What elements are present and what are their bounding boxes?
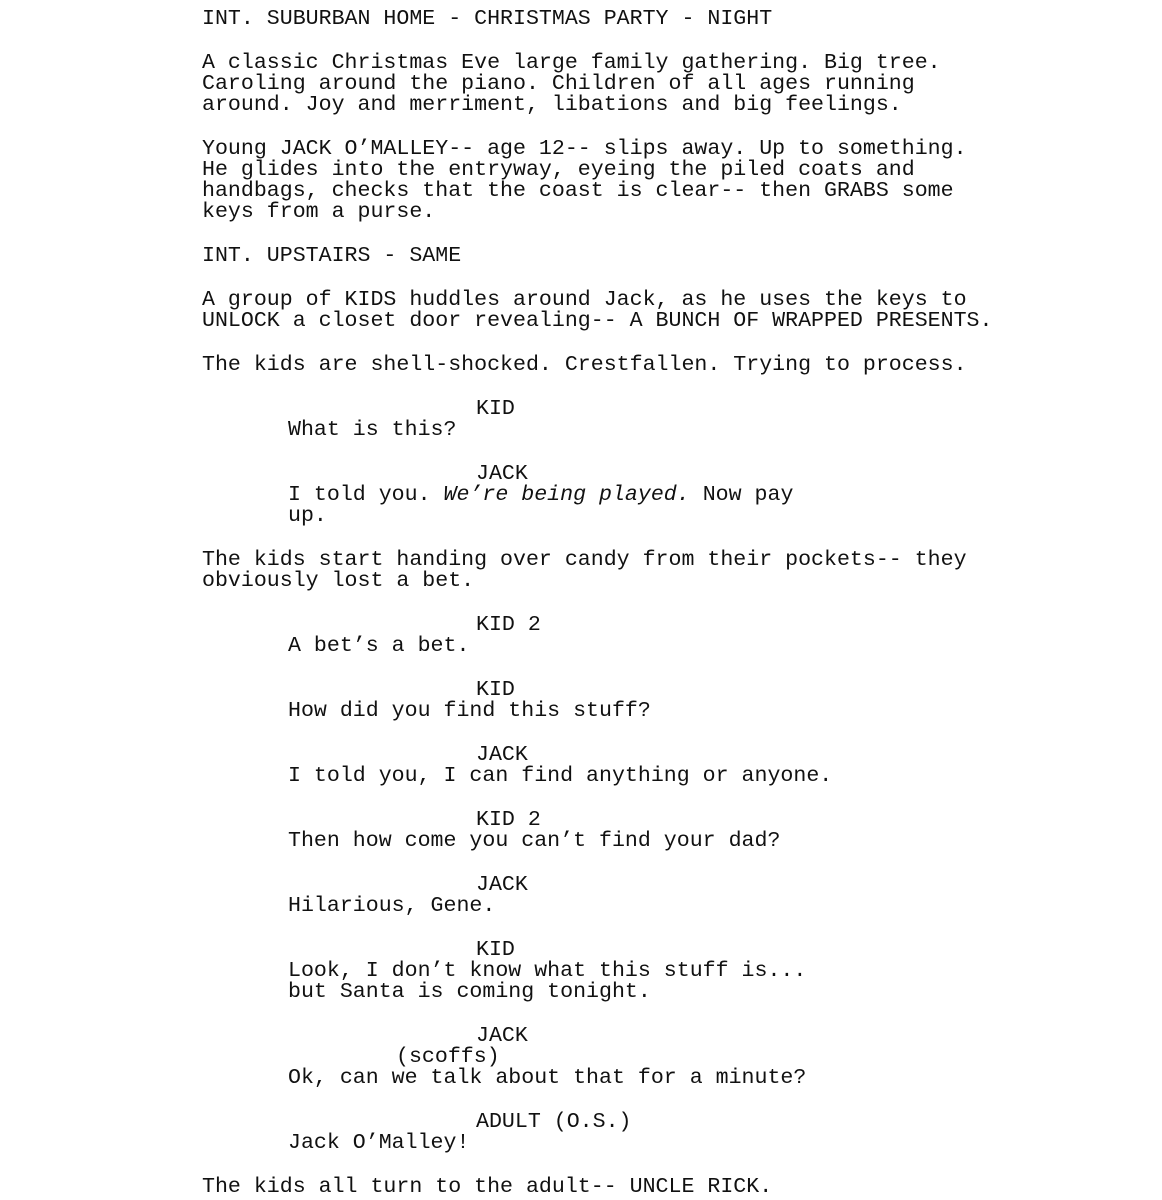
action-line: obviously lost a bet. [202,569,475,593]
character-name: JACK [476,462,528,486]
action-line: He glides into the entryway, eyeing the piled coats and [202,158,915,182]
dialogue-line: but Santa is coming tonight. [288,980,651,1004]
dialogue-line: Then how come you can’t find your dad? [288,829,781,853]
action-line: around. Joy and merriment, libations and big feelings. [202,93,902,117]
dialogue-text: Now pay [689,483,794,507]
character-name: ADULT (O.S.) [476,1110,632,1134]
dialogue-text: I told you. [288,483,444,507]
character-name: KID 2 [476,613,541,637]
dialogue-line: A bet’s a bet. [288,634,470,658]
dialogue-line: up. [288,504,327,528]
action-line: A classic Christmas Eve large family gathering. Big tree. [202,51,941,75]
action-line: A group of KIDS huddles around Jack, as he uses the keys to [202,288,967,312]
scene-heading: INT. UPSTAIRS - SAME [202,244,462,268]
action-line: Caroling around the piano. Children of all ages running [202,72,915,96]
character-name: JACK [476,1024,528,1048]
dialogue-line: I told you, I can find anything or anyone. [288,764,833,788]
action-line: UNLOCK a closet door revealing-- A BUNCH OF WRAPPED PRESENTS. [202,309,993,333]
action-line: The kids all turn to the adult-- UNCLE RICK. [202,1175,773,1199]
action-line: The kids start handing over candy from their pockets-- they [202,548,967,572]
character-name: JACK [476,743,528,767]
action-line: The kids are shell-shocked. Crestfallen. Trying to process. [202,353,967,377]
dialogue-line: How did you find this stuff? [288,699,651,723]
parenthetical: (scoffs) [396,1045,500,1069]
dialogue-line: Hilarious, Gene. [288,894,496,918]
dialogue-line: Look, I don’t know what this stuff is... [288,959,807,983]
action-line: Young JACK O’MALLEY-- age 12-- slips away. Up to something. [202,137,967,161]
character-name: JACK [476,873,528,897]
character-name: KID [476,678,515,702]
action-line: handbags, checks that the coast is clear-- then GRABS some [202,179,954,203]
dialogue-line: Jack O’Malley! [288,1131,470,1155]
action-line: keys from a purse. [202,200,436,224]
character-name: KID [476,397,515,421]
dialogue-line: What is this? [288,418,457,442]
character-name: KID [476,938,515,962]
character-name: KID 2 [476,808,541,832]
dialogue-emphasis: We’re being played. [443,483,690,507]
dialogue-line: Ok, can we talk about that for a minute? [288,1066,807,1090]
scene-heading: INT. SUBURBAN HOME - CHRISTMAS PARTY - NIGHT [202,7,773,31]
dialogue-line [288,484,793,506]
